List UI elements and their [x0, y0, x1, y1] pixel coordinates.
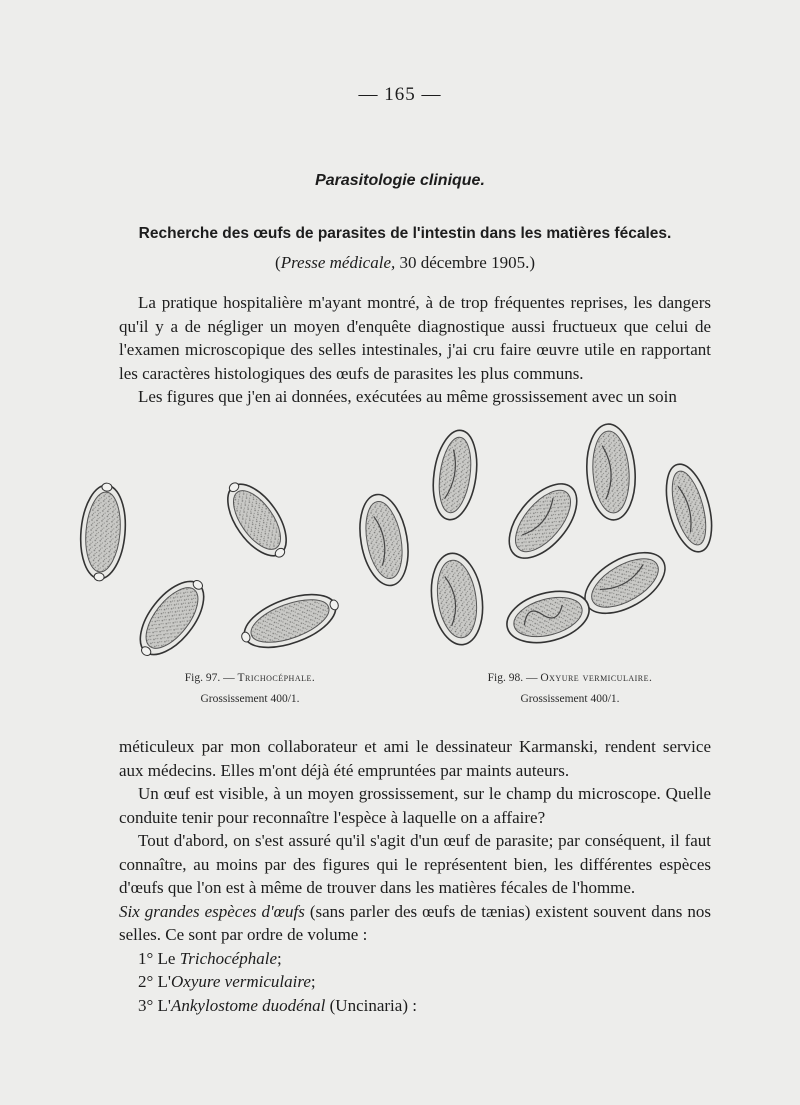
- figure-magnification: Grossissement 400/1.: [200, 693, 300, 705]
- trichocephalus-eggs: [77, 472, 346, 668]
- species-name: Ankylostome duodénal: [171, 995, 326, 1015]
- egg-icon: [496, 472, 589, 570]
- oxyure-eggs: [353, 422, 720, 651]
- paragraph: Tout d'abord, on s'est assuré qu'il s'agit d'un œuf de parasite; par conséquent, il faut connaître, au moins par des figures qui le représentent bien, les différentes espèces d'œufs que l'on est à même de trouver dans les matières fécales de l'homme.: [119, 831, 711, 897]
- page-number: — 165 —: [358, 84, 442, 105]
- egg-icon: [501, 583, 595, 651]
- figure-label: Fig. 98. —: [487, 672, 541, 684]
- paragraph: méticuleux par mon collaborateur et ami le dessinateur Karmanski, rendent service aux médecins. Elles m'ont déjà été empruntées par maints auteurs.: [119, 737, 711, 780]
- egg-icon: [77, 481, 129, 582]
- egg-icon: [235, 583, 346, 659]
- egg-icon: [353, 491, 414, 590]
- figure-magnification: Grossissement 400/1.: [520, 693, 620, 705]
- article-source: (Presse médicale, 30 décembre 1905.): [275, 253, 535, 272]
- journal-name: Presse médicale,: [280, 253, 396, 272]
- body-text-bottom: [119, 735, 711, 1017]
- list-item: 3° L'Ankylostome duodénal (Uncinaria) :: [138, 995, 417, 1015]
- figure-title: Trichocéphale.: [237, 672, 316, 684]
- article-title: Recherche des œufs de parasites de l'intestin dans les matières fécales.: [138, 225, 672, 242]
- paragraph: La pratique hospitalière m'ayant montré, à de trop fréquentes reprises, les dangers qu'il y a de négliger un moyen d'enquête diagnostique aussi fructueux que celui de l'examen microscopique des selles intestinales, j'ai cru faire œuvre utile en rapportant les caractères histologiques des œufs de parasites les plus communs.: [119, 293, 711, 383]
- section-title: Parasitologie clinique.: [315, 172, 485, 189]
- egg-icon: [584, 422, 639, 521]
- source-date: 30 décembre 1905.): [395, 253, 535, 272]
- egg-icon: [215, 472, 300, 568]
- paragraph: Les figures que j'en ai données, exécutées au même grossissement avec un soin: [138, 387, 677, 406]
- figure-label: Fig. 97. —: [184, 672, 238, 684]
- egg-icon: [575, 540, 675, 626]
- body-text-top: [119, 291, 711, 409]
- list-item: 2° L'Oxyure vermiculaire;: [138, 972, 316, 991]
- paragraph: Six grandes espèces d'œufs (sans parler des œufs de tænias) existent souvent dans nos selles. Ce sont par ordre de volume :: [119, 901, 711, 944]
- egg-illustration: [0, 410, 800, 710]
- species-name: Oxyure vermiculaire: [171, 972, 311, 991]
- figure-caption-97: [130, 668, 370, 710]
- emphasis: Six grandes espèces d'œufs: [119, 901, 305, 921]
- paragraph: Un œuf est visible, à un moyen grossissement, sur le champ du microscope. Quelle conduite tenir pour reconnaître l'espèce à laquelle on a affaire?: [119, 784, 711, 827]
- egg-icon: [428, 428, 482, 523]
- species-name: Trichocéphale: [179, 948, 277, 968]
- egg-icon: [658, 459, 720, 556]
- list-item: 1° Le Trichocéphale;: [138, 948, 282, 968]
- figure-title: Oxyure vermiculaire.: [540, 672, 653, 684]
- figure-caption-98: [440, 668, 700, 710]
- egg-icon: [426, 550, 488, 648]
- egg-icon: [126, 568, 217, 668]
